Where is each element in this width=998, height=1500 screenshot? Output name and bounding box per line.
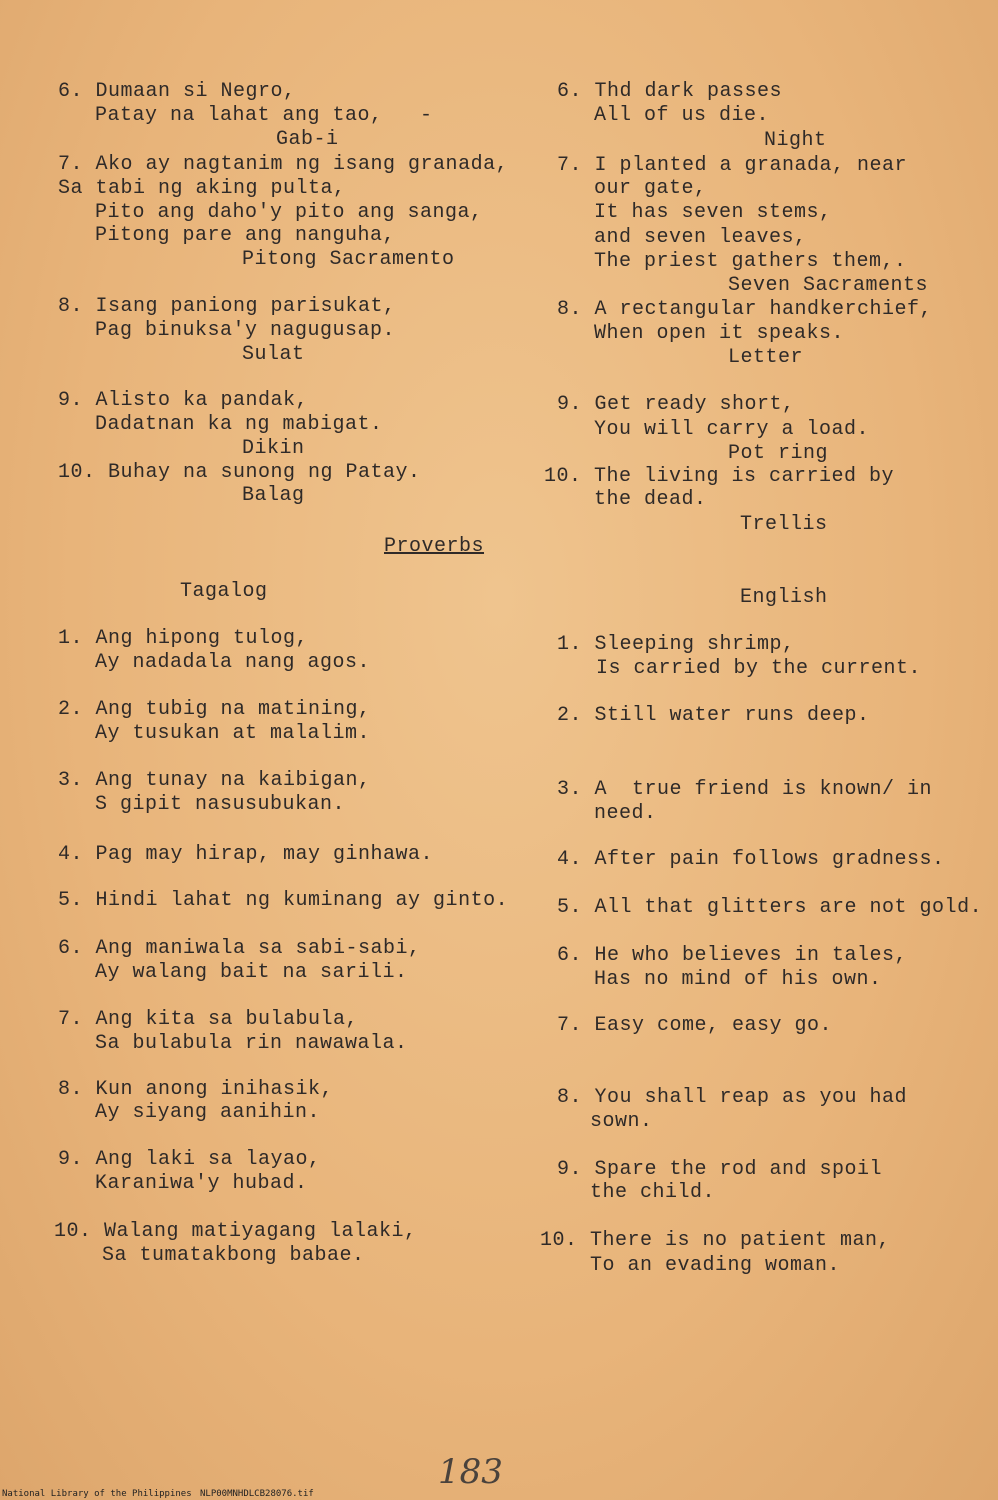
- tagalog-proverb-line: 2. Ang tubig na matining,: [58, 698, 371, 721]
- tagalog-proverb-line: Ay tusukan at malalim.: [95, 722, 371, 745]
- left-riddle-answer: Balag: [242, 484, 305, 507]
- left-riddle-answer: Dikin: [242, 437, 305, 460]
- english-proverb-line: 1. Sleeping shrimp,: [557, 633, 795, 656]
- tagalog-proverb-line: S gipit nasusubukan.: [95, 793, 346, 816]
- english-column-header: English: [740, 586, 828, 609]
- english-proverb-line: Is carried by the current.: [596, 657, 922, 680]
- left-riddle-line: Sa tabi ng aking pulta,: [58, 177, 346, 200]
- tagalog-proverb-line: 3. Ang tunay na kaibigan,: [58, 769, 371, 792]
- left-riddle-answer: Sulat: [242, 343, 305, 366]
- tagalog-proverb-line: 5. Hindi lahat ng kuminang ay ginto.: [58, 889, 509, 912]
- left-riddle-answer: Gab-i: [276, 128, 339, 151]
- english-proverb-line: 5. All that glitters are not gold.: [557, 896, 983, 919]
- handwritten-page-number: 183: [438, 1452, 503, 1492]
- left-riddle-line: 7. Ako ay nagtanim ng isang granada,: [58, 153, 509, 176]
- left-riddle-line: 6. Dumaan si Negro,: [58, 80, 296, 103]
- right-riddle-answer: Trellis: [740, 513, 828, 536]
- tagalog-column-header: Tagalog: [180, 580, 268, 603]
- right-riddle-answer: Letter: [728, 346, 804, 369]
- left-riddle-answer: Pitong Sacramento: [242, 248, 455, 271]
- tagalog-proverb-line: Karaniwa'y hubad.: [95, 1172, 308, 1195]
- english-proverb-line: 2. Still water runs deep.: [557, 704, 870, 727]
- english-proverb-line: 4. After pain follows gradness.: [557, 848, 945, 871]
- right-riddle-line: our gate,: [594, 177, 707, 200]
- english-proverb-line: the child.: [590, 1181, 716, 1204]
- proverbs-heading: Proverbs: [384, 535, 485, 558]
- left-riddle-line: 10. Buhay na sunong ng Patay.: [58, 461, 421, 484]
- english-proverb-line: Has no mind of his own.: [594, 968, 882, 991]
- right-riddle-line: You will carry a load.: [594, 418, 870, 441]
- english-proverb-line: 3. A true friend is known/ in: [557, 778, 933, 801]
- right-riddle-line: 6. Thd dark passes: [557, 80, 783, 103]
- left-riddle-line: Dadatnan ka ng mabigat.: [95, 413, 383, 436]
- right-riddle-line: 10. The living is carried by: [544, 465, 895, 488]
- tagalog-proverb-line: 7. Ang kita sa bulabula,: [58, 1008, 359, 1031]
- right-riddle-answer: Seven Sacraments: [728, 274, 929, 297]
- english-proverb-line: sown.: [590, 1110, 653, 1133]
- left-riddle-line: Pag binuksa'y nagugusap.: [95, 319, 396, 342]
- tagalog-proverb-line: 4. Pag may hirap, may ginhawa.: [58, 843, 434, 866]
- right-riddle-line: All of us die.: [594, 104, 770, 127]
- right-riddle-answer: Pot ring: [728, 442, 829, 465]
- english-proverb-line: To an evading woman.: [590, 1254, 841, 1277]
- footer-library-name: National Library of the Philippines: [2, 1489, 192, 1499]
- right-riddle-line: 9. Get ready short,: [557, 393, 795, 416]
- right-riddle-line: and seven leaves,: [594, 226, 807, 249]
- right-riddle-line: It has seven stems,: [594, 201, 832, 224]
- tagalog-proverb-line: 9. Ang laki sa layao,: [58, 1148, 321, 1171]
- english-proverb-line: 7. Easy come, easy go.: [557, 1014, 833, 1037]
- tagalog-proverb-line: 6. Ang maniwala sa sabi-sabi,: [58, 937, 421, 960]
- right-riddle-line: 7. I planted a granada, near: [557, 154, 908, 177]
- right-riddle-line: 8. A rectangular handkerchief,: [557, 298, 933, 321]
- english-proverb-line: 8. You shall reap as you had: [557, 1086, 908, 1109]
- left-riddle-line: 8. Isang paniong parisukat,: [58, 295, 396, 318]
- right-riddle-answer: Night: [764, 129, 827, 152]
- left-riddle-line: Pito ang daho'y pito ang sanga,: [95, 201, 483, 224]
- tagalog-proverb-line: Sa tumatakbong babae.: [102, 1244, 365, 1267]
- english-proverb-line: 10. There is no patient man,: [540, 1229, 891, 1252]
- tagalog-proverb-line: 1. Ang hipong tulog,: [58, 627, 309, 650]
- english-proverb-line: 6. He who believes in tales,: [557, 944, 908, 967]
- left-riddle-line: 9. Alisto ka pandak,: [58, 389, 309, 412]
- left-riddle-line: Patay na lahat ang tao, -: [95, 104, 433, 127]
- english-proverb-line: need.: [594, 802, 657, 825]
- footer-filename: NLP00MNHDLCB28076.tif: [200, 1489, 314, 1499]
- right-riddle-line: The priest gathers them,.: [594, 250, 907, 273]
- tagalog-proverb-line: Ay nadadala nang agos.: [95, 651, 371, 674]
- tagalog-proverb-line: 10. Walang matiyagang lalaki,: [54, 1220, 417, 1243]
- tagalog-proverb-line: Ay walang bait na sarili.: [95, 961, 408, 984]
- english-proverb-line: 9. Spare the rod and spoil: [557, 1158, 883, 1181]
- tagalog-proverb-line: 8. Kun anong inihasik,: [58, 1078, 334, 1101]
- tagalog-proverb-line: Ay siyang aanihin.: [95, 1101, 321, 1124]
- right-riddle-line: the dead.: [594, 488, 707, 511]
- right-riddle-line: When open it speaks.: [594, 322, 845, 345]
- left-riddle-line: Pitong pare ang nanguha,: [95, 224, 396, 247]
- tagalog-proverb-line: Sa bulabula rin nawawala.: [95, 1032, 408, 1055]
